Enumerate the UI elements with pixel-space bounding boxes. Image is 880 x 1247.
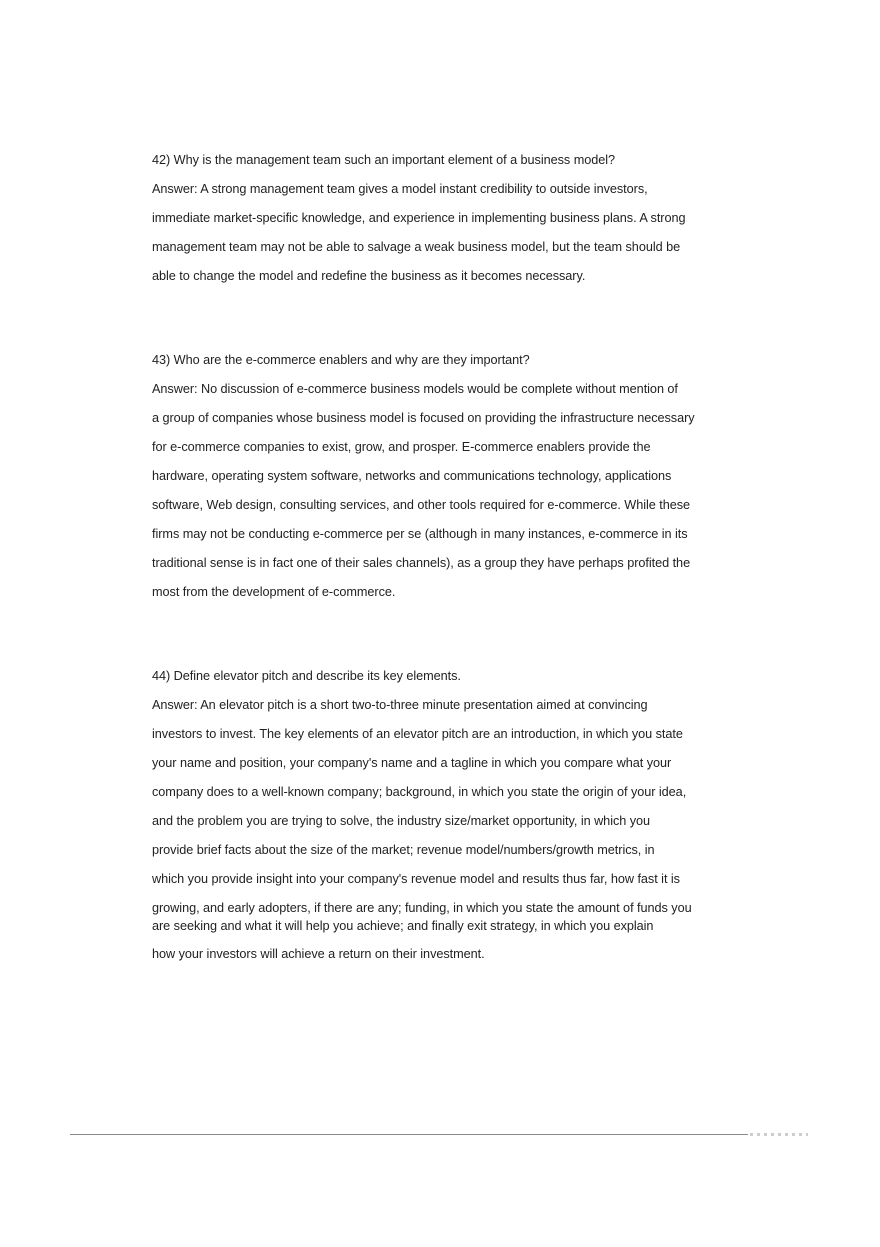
answer-44-line: Answer: An elevator pitch is a short two-to-three minute presentation aimed at convincing [152, 698, 648, 712]
question-44-text: 44) Define elevator pitch and describe its key elements. [152, 669, 461, 683]
answer-43-line: Answer: No discussion of e-commerce business models would be complete without mention of [152, 382, 678, 396]
answer-44-line: growing, and early adopters, if there are any; funding, in which you state the amount of funds you [152, 901, 692, 915]
footer-divider [70, 1134, 748, 1135]
answer-44-line: are seeking and what it will help you achieve; and finally exit strategy, in which you explain [152, 919, 654, 933]
answer-44-line: company does to a well-known company; background, in which you state the origin of your idea, [152, 785, 687, 799]
answer-44-line: which you provide insight into your company's revenue model and results thus far, how fast it is [152, 872, 680, 886]
question-43-text: 43) Who are the e-commerce enablers and why are they important? [152, 353, 530, 367]
answer-43-line: hardware, operating system software, networks and communications technology, applications [152, 469, 672, 483]
answer-43-line: most from the development of e-commerce. [152, 585, 396, 599]
answer-44-line: and the problem you are trying to solve, the industry size/market opportunity, in which you [152, 814, 651, 828]
footer-faint-mark [750, 1133, 808, 1136]
answer-42-line: able to change the model and redefine the business as it becomes necessary. [152, 269, 586, 283]
answer-44-line: how your investors will achieve a return on their investment. [152, 947, 485, 961]
answer-44-line: investors to invest. The key elements of an elevator pitch are an introduction, in which you state [152, 727, 683, 741]
answer-44-line: your name and position, your company's name and a tagline in which you compare what your [152, 756, 672, 770]
question-42-text: 42) Why is the management team such an important element of a business model? [152, 153, 616, 167]
answer-42-line: management team may not be able to salvage a weak business model, but the team should be [152, 240, 681, 254]
answer-42-line: immediate market-specific knowledge, and experience in implementing business plans. A strong [152, 211, 686, 225]
answer-43-line: for e-commerce companies to exist, grow, and prosper. E-commerce enablers provide the [152, 440, 651, 454]
answer-43-line: firms may not be conducting e-commerce per se (although in many instances, e-commerce in its [152, 527, 688, 541]
answer-44-line: provide brief facts about the size of the market; revenue model/numbers/growth metrics, in [152, 843, 655, 857]
answer-42-line: Answer: A strong management team gives a model instant credibility to outside investors, [152, 182, 648, 196]
answer-43-line: software, Web design, consulting services, and other tools required for e-commerce. While these [152, 498, 691, 512]
answer-43-line: a group of companies whose business model is focused on providing the infrastructure necessary [152, 411, 695, 425]
answer-43-line: traditional sense is in fact one of their sales channels), as a group they have perhaps profited the [152, 556, 691, 570]
